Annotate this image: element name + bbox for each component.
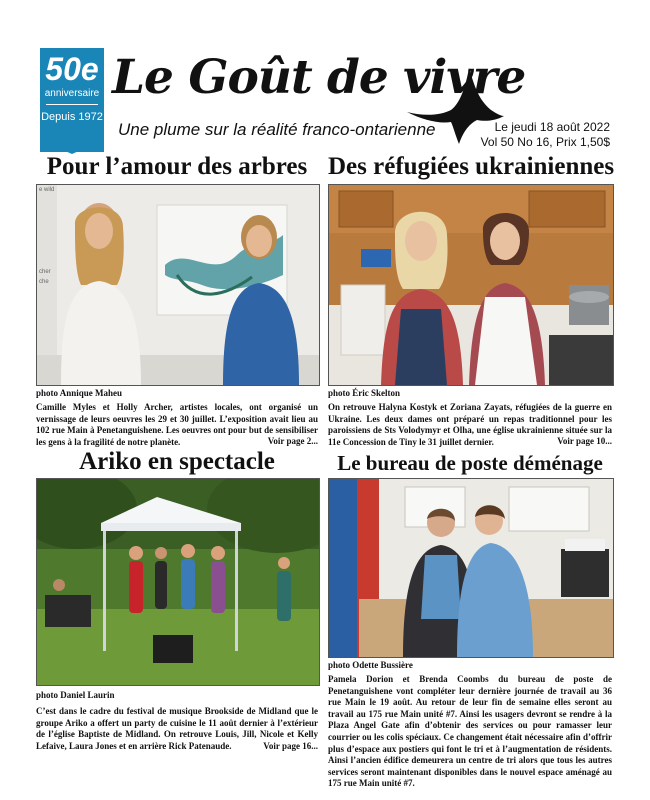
badge-ribbon-tip [40,140,104,154]
article-2-see-page-link[interactable]: Voir page 10... [557,436,612,446]
article-1-see-page-link[interactable]: Voir page 2... [267,436,318,446]
issue-number-price: Vol 50 No 16, Prix 1,50$ [480,135,610,149]
issue-date-block [470,120,610,150]
article-3-photo-credit: photo Daniel Laurin [36,690,115,700]
badge-label: anniversaire [44,88,100,99]
anniversary-badge [40,48,104,152]
article-4-headline: Le bureau de poste déménage [337,451,603,475]
article-4-caption: Pamela Dorion et Brenda Coombs du bureau de poste de Penetanguishene vont compléter leur dernière journée de travail au 36 rue Main le 19 août. Au retour de leur fin de semaine elles seront au travail au 175 rue Main unité #7. Ainsi les usagers devront se rendre à la Plaza Angel Gate afin d’obtenir des services ou pour ramasser leur courrier ou les colis spéciaux. Ce changement était nécessaire afin d’offrir plus d’espace aux postiers qui font le tri et à l’augmentation de résidents. Ainsi l’ancien édifice demeurera un centre de tri alors que tous les autres services seront maintenant disponibles dans le nouvel espace aménagé au 175 rue Main unité #7. [328,674,612,789]
article-1-photo [36,184,320,386]
article-3-caption: C’est dans le cadre du festival de musique Brookside de Midland que le groupe Ariko a offert un party de cuisine le 11 août dernier à l’extérieur de l’église Baptiste de Midland. On retrouve Louis, Jill, Nicole et Kelly Lefaive, Laura Jones et en arrière Rick Patenaude. [36,706,318,751]
photo-wall-text-1: e wild [39,187,55,193]
article-1-photo-credit: photo Annique Maheu [36,388,123,398]
article-4-photo [328,478,614,658]
photo-wall-text-2: cher [39,269,51,275]
newspaper-tagline: Une plume sur la réalité franco-ontarienne [118,120,436,139]
issue-date: Le jeudi 18 août 2022 [494,120,610,134]
article-1-caption: Camille Myles et Holly Archer, artistes locales, ont organisé un vernissage de leurs oeuvres les 29 et 30 juillet. L’exposition avait lieu au 102 rue Main à Penetanguishene. Les oeuvres ont pour but de sensibiliser les gens à la fragilité de notre planète. [36,402,318,447]
gallery-photo-image [37,185,319,385]
article-4-photo-credit: photo Odette Bussière [328,660,413,670]
badge-since: Depuis 1972 [41,111,103,123]
kitchen-photo-image [329,185,613,385]
post-office-photo-image [329,479,613,657]
article-2-headline: Des réfugiées ukrainiennes [328,153,615,180]
article-3-see-page-link[interactable]: Voir page 16... [263,741,318,751]
article-1-headline: Pour l’amour des arbres [46,153,308,180]
article-3-headline: Ariko en spectacle [79,448,275,475]
article-3-photo [36,478,320,686]
newspaper-title: Le Goût de vivre [112,50,526,105]
article-2-photo [328,184,614,386]
badge-divider [46,104,98,105]
article-2-photo-credit: photo Éric Skelton [328,388,401,398]
badge-number: 50e [45,51,99,87]
article-2-caption: On retrouve Halyna Kostyk et Zoriana Zayats, réfugiées de la guerre en Ukraine. Les deux dames ont préparé un repas traditionnel pour les paroissiens de Sts Volodymyr et Olha, une église ukrainienne située sur la 11e Concession de Tiny le 31 juillet dernier. [328,402,612,447]
photo-wall-text-3: che [39,279,49,285]
concert-photo-image [37,479,319,685]
